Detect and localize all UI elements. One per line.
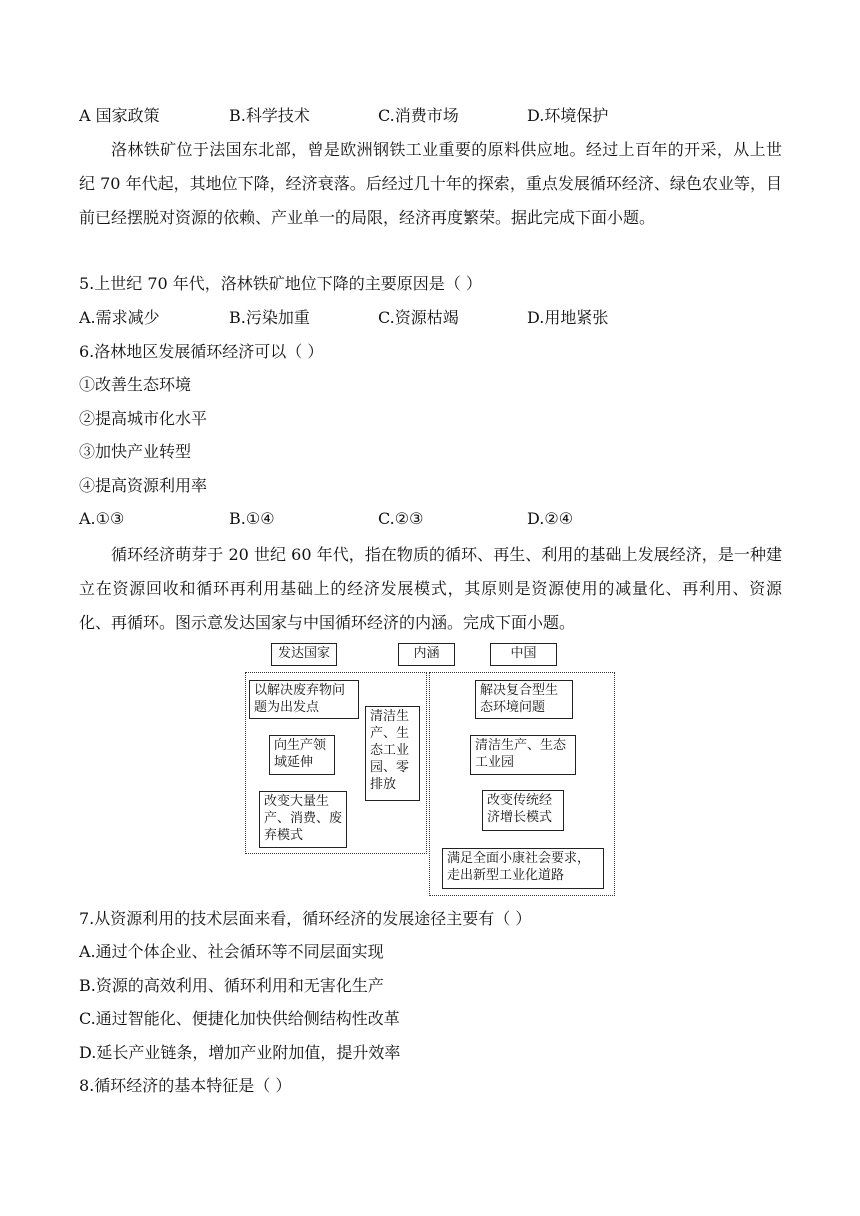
q6-item-1: ①改善生态环境 [79,375,192,394]
q4-option-b: B.科学技术 [229,106,310,125]
passage-lorraine: 洛林铁矿位于法国东北部，曾是欧洲钢铁工业重要的原料供应地。经过上百年的开采，从上世纪 70 年代起，其地位下降，经济衰落。后经过几十年的探索，重点发展循环经济、绿色农业等，目前已经摆脱对资源的依赖、产业单一的局限，经济再度繁荣。据此完成下面小题。 [79,140,782,227]
header-developed-countries: 发达国家 [271,643,337,666]
q6-item-2: ②提高城市化水平 [79,409,208,428]
q4-option-a: A 国家政策 [79,106,160,125]
q4-option-c: C.消费市场 [378,106,459,125]
q5-option-c: C.资源枯竭 [378,308,459,327]
header-china: 中国 [490,643,557,666]
q4-option-d: D.环境保护 [527,106,609,125]
box-growth-mode: 改变传统经济增长模式 [482,790,564,831]
q6-item-4: ④提高资源利用率 [79,476,208,495]
q6-option-c: C.②③ [378,509,424,528]
q5-option-a: A.需求减少 [79,308,160,327]
q5-stem: 5.上世纪 70 年代，洛林铁矿地位下降的主要原因是（ ） [79,274,482,293]
box-clean-production-shared: 清洁生产、生态工业园、零排放 [365,706,420,801]
passage-circular-economy: 循环经济萌芽于 20 世纪 60 年代，指在物质的循环、再生、利用的基础上发展经济，是一种建立在资源回收和循环再利用基础上的经济发展模式，其原则是资源使用的减量化、再利用、资源化、再循环。图示意发达国家与中国循环经济的内涵。完成下面小题。 [79,545,782,632]
q6-item-3: ③加快产业转型 [79,442,192,461]
q5-option-d: D.用地紧张 [527,308,609,327]
q7-option-d: D.延长产业链条，增加产业附加值，提升效率 [79,1043,401,1062]
header-connotation: 内涵 [398,643,455,666]
q8-stem: 8.循环经济的基本特征是（ ） [79,1076,292,1095]
box-xiaokang-industrialization: 满足全面小康社会要求，走出新型工业化道路 [442,848,604,889]
q7-option-b: B.资源的高效利用、循环利用和无害化生产 [79,976,384,995]
box-clean-production-china: 清洁生产、生态工业园 [470,735,576,775]
box-production-extension: 向生产领域延伸 [269,735,335,775]
q6-option-d: D.②④ [527,509,574,528]
q7-option-a: A.通过个体企业、社会循环等不同层面实现 [79,942,384,961]
q6-option-a: A.①③ [79,509,125,528]
q7-stem: 7.从资源利用的技术层面来看，循环经济的发展途径主要有（ ） [79,909,532,928]
box-complex-environment: 解决复合型生态环境问题 [475,680,573,719]
box-waste-problem: 以解决废弃物问题为出发点 [249,680,359,719]
q6-option-b: B.①④ [229,509,275,528]
box-mass-production-mode: 改变大量生产、消费、废弃模式 [259,791,347,848]
q7-option-c: C.通过智能化、便捷化加快供给侧结构性改革 [79,1009,400,1028]
q5-option-b: B.污染加重 [229,308,310,327]
circular-economy-diagram [244,640,616,898]
q6-stem: 6.洛林地区发展循环经济可以（ ） [79,342,324,361]
